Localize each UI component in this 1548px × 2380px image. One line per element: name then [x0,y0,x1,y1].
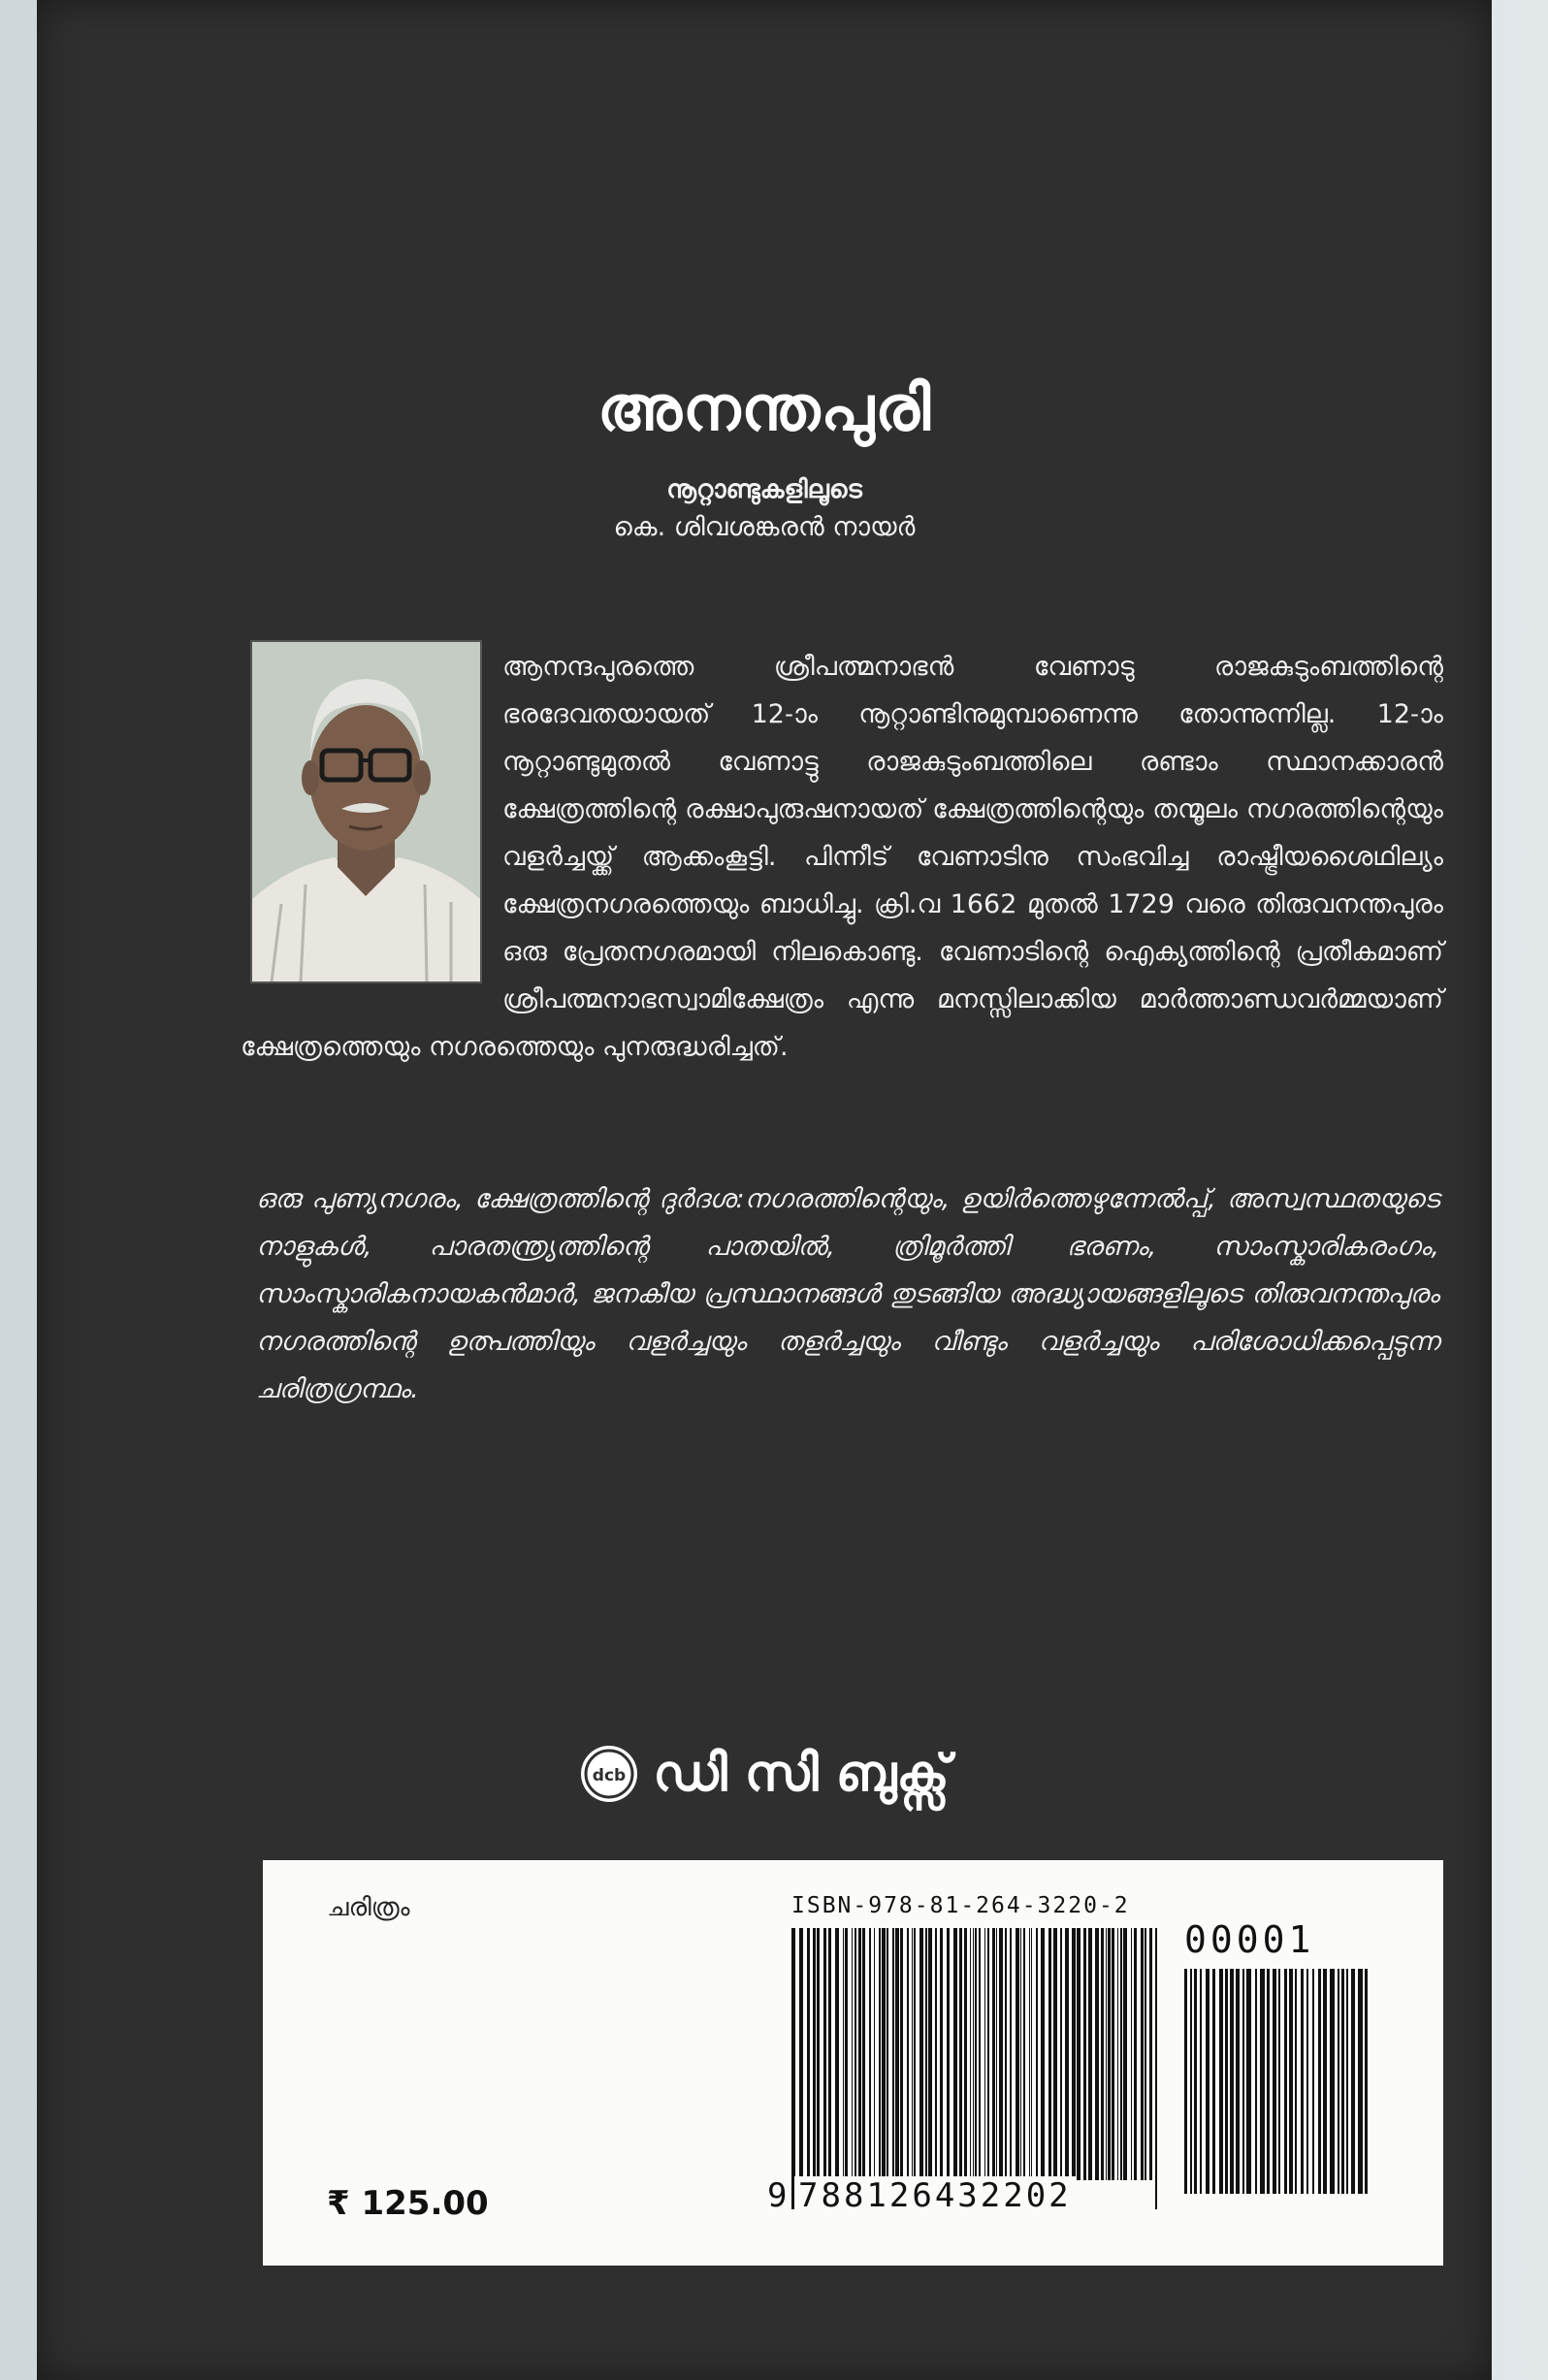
barcode-bar [1023,1928,1025,2180]
addon-barcode-bar [1200,1969,1202,2194]
publisher-block [37,1744,1492,1804]
barcode-bar [1020,1928,1021,2180]
addon-barcode-bar [1260,1969,1265,2194]
addon-barcode-bar [1330,1969,1335,2194]
barcode-bar [843,1928,844,2180]
book-title: അനന്തപുരി [597,373,932,445]
barcode-bar [919,1928,923,2180]
barcode-bar [940,1928,943,2180]
addon-barcode-bar [1346,1969,1348,2194]
barcode-bar [1123,1928,1127,2180]
barcode-panel [263,1860,1443,2266]
barcode-bar [1016,1928,1019,2180]
barcode-bar [992,1928,995,2180]
barcode-bar [1095,1928,1099,2180]
barcode-bar [1112,1928,1114,2180]
addon-barcode-bar [1246,1969,1251,2194]
barcode-bar [1036,1928,1038,2180]
barcode-bar [807,1928,810,2180]
barcode-bar [887,1928,888,2180]
addon-barcode-bar [1230,1969,1234,2194]
barcode-bar [1077,1928,1080,2180]
book-back-cover [37,0,1492,2380]
barcode-bar [1031,1928,1032,2180]
publisher-name: ഡി സി ബുക്സ് [653,1744,950,1803]
barcode-bar [1106,1928,1107,2180]
barcode-bar [912,1928,913,2180]
barcode-bar [1088,1928,1092,2180]
isbn-text: ISBN-978-81-264-3220-2 [791,1893,1130,1918]
barcode-bar [1053,1928,1057,2180]
barcode-bar [799,1928,803,2209]
addon-barcode-bar [1273,1969,1276,2194]
barcode-bar [1155,1928,1157,2209]
addon-barcode-bar [1323,1969,1327,2194]
barcode-bar [813,1928,816,2180]
ean-digits: 788126432202 [794,2176,1076,2215]
barcode-bar [935,1928,937,2180]
addon-barcode-bar [1338,1969,1339,2194]
barcode-bar [1048,1928,1051,2180]
barcode-bar [845,1928,848,2180]
book-category: ചരിത്രം [327,1893,410,1922]
barcode-bar [987,1928,989,2180]
addon-barcode-bar [1284,1969,1287,2194]
barcode-bar [852,1928,853,2180]
barcode-bar [828,1928,831,2180]
barcode-bar [1083,1928,1086,2180]
barcode-bar [959,1928,962,2180]
barcode-bar [862,1928,865,2180]
barcode-bar [895,1928,899,2180]
barcode-bar [869,1928,871,2180]
book-subtitle: നൂറ്റാണ്ടുകളിലൂടെ [666,475,862,504]
barcode-bar [1108,1928,1111,2180]
addon-barcode-bar [1358,1969,1363,2194]
addon-barcode-bar [1219,1969,1223,2194]
dcb-logo-icon [579,1744,639,1804]
addon-barcode-bar [1295,1969,1297,2194]
barcode-bar [823,1928,826,2180]
barcode-bar [1065,1928,1069,2180]
barcode-bar [879,1928,881,2180]
addon-barcode-bar [1242,1969,1244,2194]
addon-barcode-bar [1301,1969,1304,2194]
book-author: കെ. ശിവശങ്കരൻ നായർ [613,512,916,542]
barcode-bar [791,1928,795,2209]
barcode-bar [979,1928,981,2209]
addon-barcode-bar [1365,1969,1368,2194]
barcode-bar [1120,1928,1122,2180]
barcode-bar [900,1928,903,2180]
barcode-bar [1134,1928,1137,2180]
barcode-bar [925,1928,927,2180]
addon-barcode-bar [1236,1969,1240,2194]
barcode-bar [947,1928,950,2180]
barcode-bar [892,1928,894,2180]
barcode-bar [1141,1928,1144,2180]
addon-barcode-bar [1289,1969,1293,2194]
barcode-bar [996,1928,997,2180]
addon-barcode-bar [1184,1969,1187,2194]
barcode-bar [964,1928,967,2180]
addon-barcode-bar [1312,1969,1314,2194]
addon-barcode-bar [1267,1969,1270,2194]
addon-barcode-bar [1206,1969,1209,2194]
price-label: ₹ 125.00 [327,2184,489,2223]
barcode-bar [1149,1928,1152,2180]
addon-barcode-bar [1306,1969,1308,2194]
addon-barcode-bar [1351,1969,1355,2194]
barcode-bar [914,1928,916,2180]
barcode-bar [1131,1928,1132,2180]
addon-code: 00001 [1184,1918,1315,1961]
barcode-bar [1029,1928,1030,2180]
dcb-logo-text: dcb [593,1766,627,1785]
addon-barcode-bar [1225,1969,1228,2194]
barcode-bar [1041,1928,1045,2180]
addon-barcode-bar [1190,1969,1192,2194]
barcode-bar [1117,1928,1118,2180]
blurb-paragraph-1: ആനന്ദപുരത്തെ ശ്രീപത്മനാഭൻ വേണാടു രാജകുടുംബത്തിന്റെ ഭരദേവതയായത് 12-ാം നൂറ്റാണ്ടിനുമുമ്പാണെന്നു തോന്നുന്നില്ല. 12-ാം നൂറ്റാണ്ടുമുതൽ വേണാട്ടു രാജകുടുംബത്തിലെ രണ്ടാം സ്ഥാനക്കാരൻ ക്ഷേത്രത്തിന്റെ രക്ഷാപുരുഷനായത് ക്ഷേത്രത്തിന്റെയും തന്മൂലം നഗരത്തിന്റെയും വളർച്ചയ്ക്ക് ആക്കംകൂട്ടി. പിന്നീട് വേണാടിനു സംഭവിച്ച രാഷ്ട്രീയശൈഥില്യം ക്ഷേത്രനഗരത്തെയും ബാധിച്ചു. ക്രി.വ 1662 മുതൽ 1729 വരെ തിരുവനന്തപുരം ഒരു പ്രേതനഗരമായി നിലകൊണ്ടു. വേണാടിന്റെ ഐക്യത്തിന്റെ പ്രതീകമാണ് ശ്രീപത്മനാഭസ്വാമിക്ഷേത്രം എന്നു മനസ്സിലാക്കിയ മാർത്താണ്ഡവർമ്മയാണ് ക്ഷേത്രത്തെയും നഗരത്തെയും പുനരുദ്ധരിച്ചത്. [241,652,1443,1062]
barcode-bar [1060,1928,1062,2180]
barcode-bar [874,1928,875,2180]
barcode-bar [984,1928,985,2180]
barcode-bar [855,1928,856,2180]
barcode-bar [835,1928,839,2180]
barcode-bar [999,1928,1003,2180]
barcode-bar [817,1928,820,2180]
ean-first-digit: 9 [767,2176,788,2215]
barcode-bar [970,1928,971,2180]
addon-barcode-bar [1318,1969,1321,2194]
barcode-bar [882,1928,886,2180]
addon-barcode-bar [1278,1969,1280,2194]
addon-barcode-bar [1212,1969,1215,2194]
barcode-bar [1145,1928,1146,2180]
barcode-bar [1072,1928,1076,2180]
addon-barcode-bar [1255,1969,1257,2194]
barcode-bar [928,1928,932,2180]
barcode-bar [858,1928,861,2180]
barcode-bar [953,1928,957,2180]
barcode-bar [1005,1928,1007,2180]
addon-barcode-bar [1194,1969,1197,2194]
addon-barcode [1184,1969,1369,2194]
barcode-bar [1010,1928,1012,2180]
addon-barcode-bar [1341,1969,1344,2194]
barcode-bar [973,1928,974,2209]
barcode-bar [975,1928,977,2209]
isbn-barcode [791,1928,1160,2209]
barcode-bar [907,1928,909,2180]
barcode-bar [1101,1928,1104,2180]
blurb-paragraph-2: ഒരു പുണ്യനഗരം, ക്ഷേത്രത്തിന്റെ ദുർദശ:നഗരത്തിന്റെയും, ഉയിർത്തെഴുന്നേൽപ്പ്, അസ്വസ്ഥതയുടെ നാളുകൾ, പാരതന്ത്ര്യത്തിന്റെ പാതയിൽ, ത്രിമൂർത്തി ഭരണം, സാംസ്കാരികരംഗം, സാംസ്കാരികനായകൻമാർ, ജനകീയ പ്രസ്ഥാനങ്ങൾ തുടങ്ങിയ അദ്ധ്യായങ്ങളിലൂടെ തിരുവനന്തപുരം നഗരത്തിന്റെ ഉത്പത്തിയും വളർച്ചയും തളർച്ചയും വീണ്ടും വളർച്ചയും പരിശോധിക്കപ്പെടുന്ന ചരിത്രഗ്രന്ഥം. [256,1184,1439,1404]
